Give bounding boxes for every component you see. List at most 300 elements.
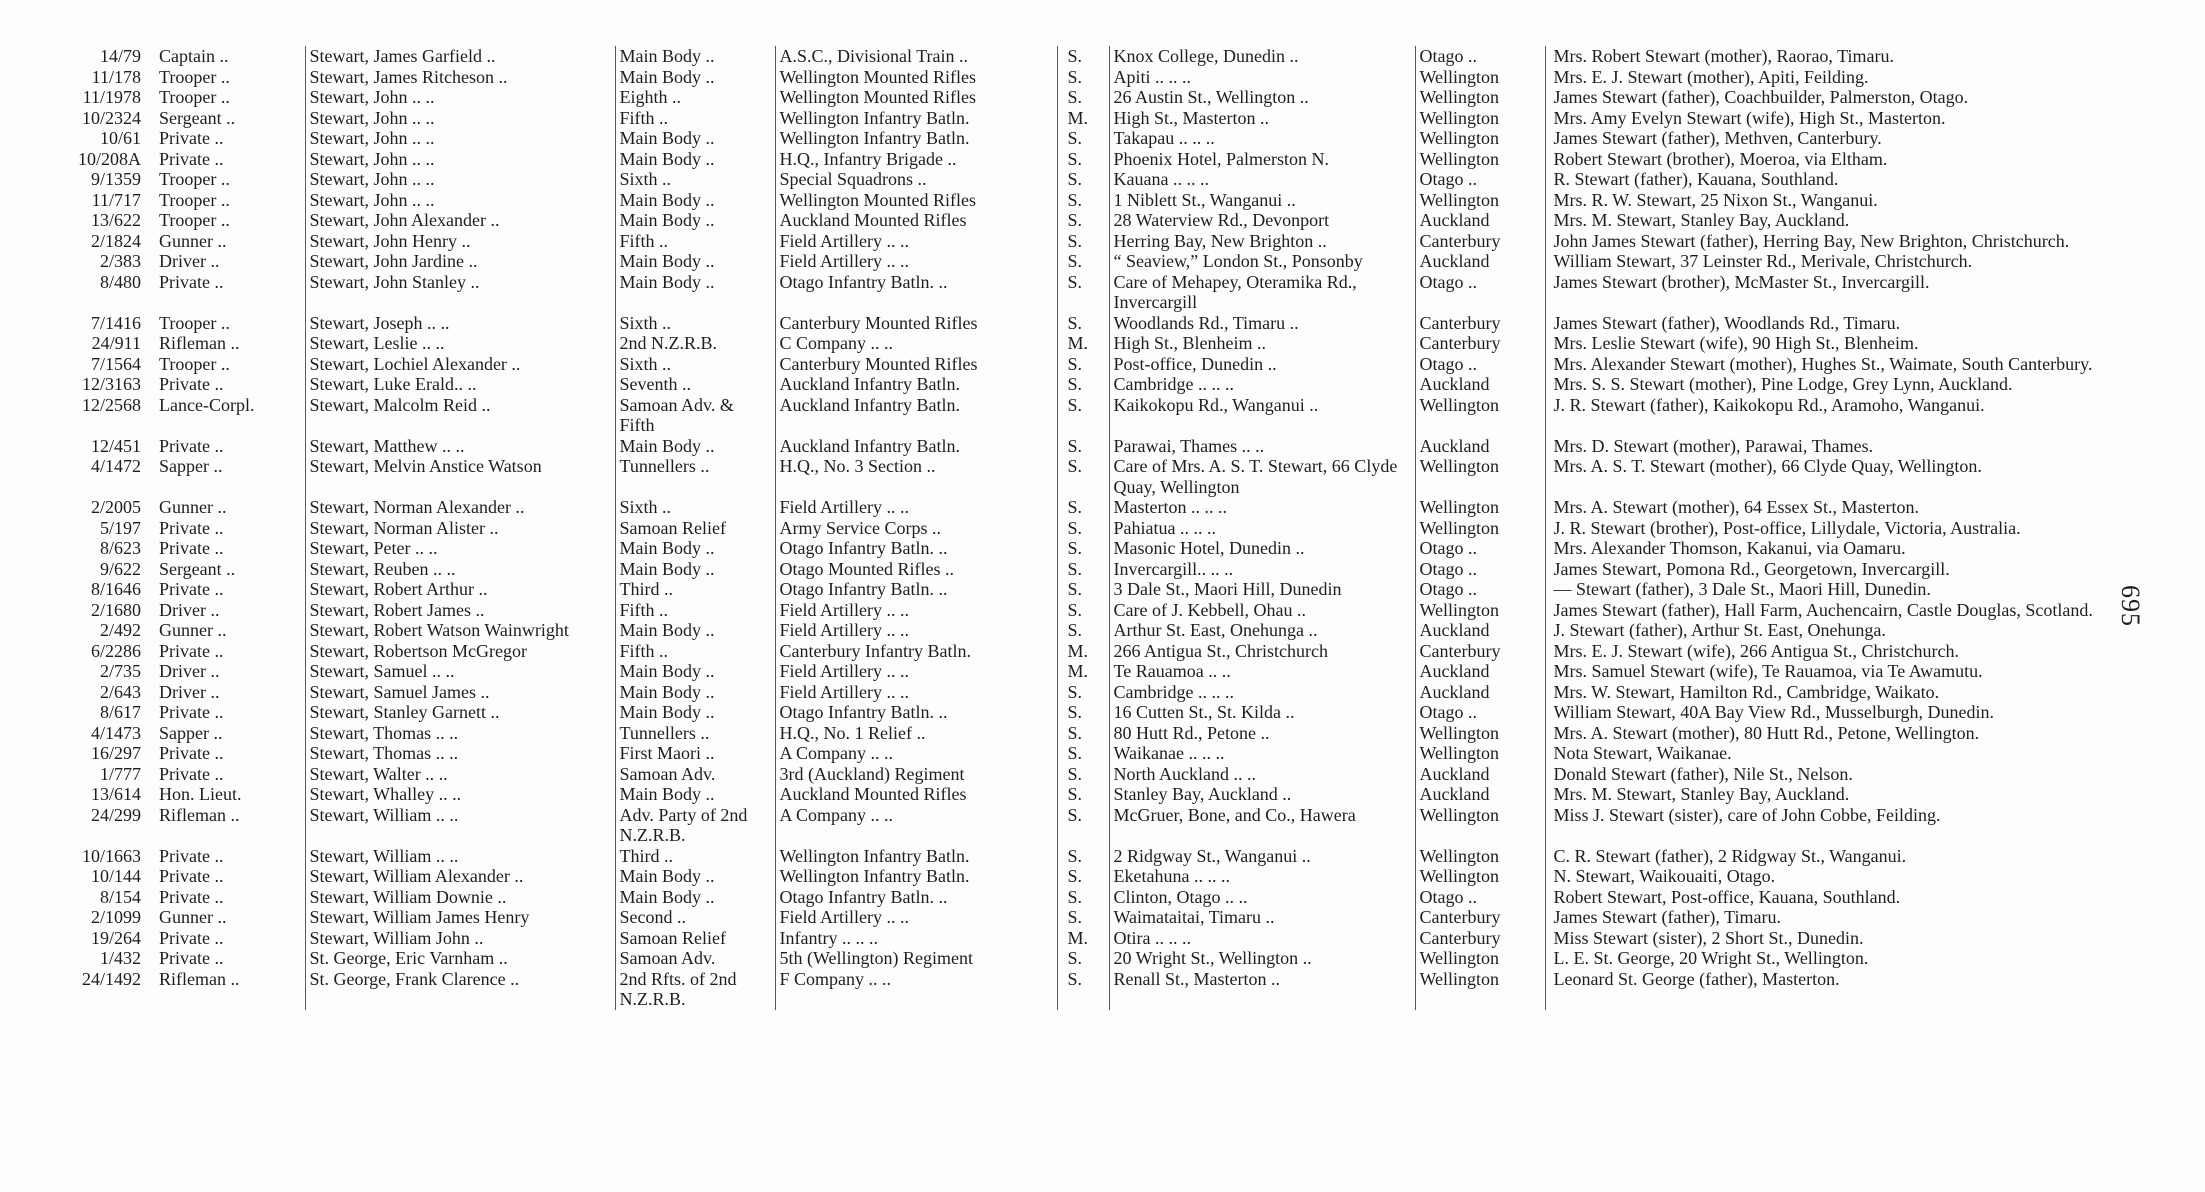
next-of-kin-cell: William Stewart, 37 Leinster Rd., Merivale, Christchurch. bbox=[1553, 251, 1973, 271]
draft-cell: Main Body .. bbox=[615, 436, 775, 457]
unit-cell: Canterbury Mounted Rifles bbox=[775, 354, 1057, 375]
last-address-cell: 266 Antigua St., Christchurch bbox=[1109, 641, 1415, 662]
draft-cell: Third .. bbox=[615, 846, 775, 867]
next-of-kin-cell: Miss J. Stewart (sister), care of John Cobbe, Feilding. bbox=[1553, 804, 1941, 825]
table-row bbox=[60, 456, 2185, 497]
rank-cell: Private .. bbox=[155, 538, 305, 559]
marital-status-cell: S. bbox=[1057, 846, 1109, 867]
marital-status-cell: S. bbox=[1057, 354, 1109, 375]
name-cell: Stewart, John Jardine .. bbox=[305, 251, 615, 272]
unit-cell: Canterbury Infantry Batln. bbox=[775, 641, 1057, 662]
last-address-cell: Renall St., Masterton .. bbox=[1109, 969, 1415, 1010]
district-cell: Auckland bbox=[1415, 374, 1545, 395]
regimental-number-cell: 16/297 bbox=[90, 743, 141, 763]
marital-status-cell: S. bbox=[1057, 231, 1109, 252]
marital-status-cell: S. bbox=[1057, 272, 1109, 313]
draft-cell: Main Body .. bbox=[615, 538, 775, 559]
rank-cell: Private .. bbox=[155, 641, 305, 662]
draft-cell: Main Body .. bbox=[615, 866, 775, 887]
table-row bbox=[60, 866, 2185, 887]
district-cell: Otago .. bbox=[1415, 538, 1545, 559]
table-row bbox=[60, 969, 2185, 1010]
next-of-kin-cell: R. Stewart (father), Kauana, Southland. bbox=[1553, 169, 1839, 189]
marital-status-cell: S. bbox=[1057, 805, 1109, 846]
name-cell: Stewart, John .. .. bbox=[305, 149, 615, 170]
unit-cell: Wellington Infantry Batln. bbox=[775, 866, 1057, 887]
rank-cell: Private .. bbox=[155, 579, 305, 600]
last-address-cell: Cambridge .. .. .. bbox=[1109, 374, 1415, 395]
regimental-number-cell: 12/451 bbox=[90, 435, 141, 456]
name-cell: Stewart, Leslie .. .. bbox=[305, 333, 615, 354]
name-cell: Stewart, John Stanley .. bbox=[305, 272, 615, 313]
name-cell: St. George, Eric Varnham .. bbox=[305, 948, 615, 969]
last-address-cell: Apiti .. .. .. bbox=[1109, 67, 1415, 88]
last-address-cell: Knox College, Dunedin .. bbox=[1109, 46, 1415, 67]
rank-cell: Private .. bbox=[155, 436, 305, 457]
rank-cell: Private .. bbox=[155, 374, 305, 395]
marital-status-cell: S. bbox=[1057, 579, 1109, 600]
next-of-kin-cell: J. Stewart (father), Arthur St. East, Onehunga. bbox=[1553, 620, 1886, 640]
draft-cell: Sixth .. bbox=[615, 169, 775, 190]
next-of-kin-cell: Mrs. R. W. Stewart, 25 Nixon St., Wanganui. bbox=[1553, 189, 1878, 210]
table-row bbox=[60, 887, 2185, 908]
regimental-number-cell: 10/1663 bbox=[81, 845, 141, 866]
draft-cell: Fifth .. bbox=[615, 641, 775, 662]
regimental-number-cell: 2/1680 bbox=[90, 599, 141, 620]
table-row bbox=[60, 518, 2185, 539]
draft-cell: Sixth .. bbox=[615, 313, 775, 334]
draft-cell: Adv. Party of 2nd N.Z.R.B. bbox=[615, 805, 775, 846]
marital-status-cell: S. bbox=[1057, 210, 1109, 231]
table-row bbox=[60, 538, 2185, 559]
rank-cell: Trooper .. bbox=[155, 67, 305, 88]
table-row bbox=[60, 210, 2185, 231]
name-cell: Stewart, James Ritcheson .. bbox=[305, 67, 615, 88]
unit-cell: Field Artillery .. .. bbox=[775, 661, 1057, 682]
name-cell: Stewart, Melvin Anstice Watson bbox=[305, 456, 615, 497]
table-row bbox=[60, 272, 2185, 313]
table-row bbox=[60, 948, 2185, 969]
draft-cell: Main Body .. bbox=[615, 149, 775, 170]
district-cell: Wellington bbox=[1415, 743, 1545, 764]
unit-cell: Infantry .. .. .. bbox=[775, 928, 1057, 949]
last-address-cell: 16 Cutten St., St. Kilda .. bbox=[1109, 702, 1415, 723]
next-of-kin-cell: Robert Stewart (brother), Moeroa, via Eltham. bbox=[1553, 148, 1888, 169]
draft-cell: Fifth .. bbox=[615, 600, 775, 621]
regimental-number-cell: 11/178 bbox=[91, 66, 141, 87]
table-row bbox=[60, 67, 2185, 88]
next-of-kin-cell: Mrs. S. S. Stewart (mother), Pine Lodge, Grey Lynn, Auckland. bbox=[1553, 374, 2013, 394]
rank-cell: Gunner .. bbox=[155, 620, 305, 641]
draft-cell: Eighth .. bbox=[615, 87, 775, 108]
last-address-cell: Pahiatua .. .. .. bbox=[1109, 518, 1415, 539]
district-cell: Otago .. bbox=[1415, 702, 1545, 723]
next-of-kin-cell: L. E. St. George, 20 Wright St., Wellington. bbox=[1553, 948, 1869, 968]
district-cell: Wellington bbox=[1415, 497, 1545, 518]
rank-cell: Gunner .. bbox=[155, 497, 305, 518]
name-cell: Stewart, Whalley .. .. bbox=[305, 784, 615, 805]
next-of-kin-cell: Mrs. A. Stewart (mother), 80 Hutt Rd., Petone, Wellington. bbox=[1553, 722, 1980, 743]
draft-cell: Main Body .. bbox=[615, 559, 775, 580]
marital-status-cell: S. bbox=[1057, 313, 1109, 334]
unit-cell: Field Artillery .. .. bbox=[775, 231, 1057, 252]
table-row bbox=[60, 661, 2185, 682]
rank-cell: Sergeant .. bbox=[155, 559, 305, 580]
last-address-cell: Herring Bay, New Brighton .. bbox=[1109, 231, 1415, 252]
name-cell: Stewart, Robertson McGregor bbox=[305, 641, 615, 662]
marital-status-cell: S. bbox=[1057, 497, 1109, 518]
regimental-number-cell: 12/2568 bbox=[81, 394, 141, 415]
table-row bbox=[60, 190, 2185, 211]
draft-cell: Samoan Relief bbox=[615, 928, 775, 949]
regimental-number-cell: 1/432 bbox=[99, 948, 141, 968]
district-cell: Auckland bbox=[1415, 251, 1545, 272]
table-row bbox=[60, 128, 2185, 149]
last-address-cell: Takapau .. .. .. bbox=[1109, 128, 1415, 149]
district-cell: Wellington bbox=[1415, 87, 1545, 108]
last-address-cell: Care of Mehapey, Oteramika Rd., Invercargill bbox=[1109, 272, 1415, 313]
marital-status-cell: S. bbox=[1057, 784, 1109, 805]
district-cell: Canterbury bbox=[1415, 333, 1545, 354]
rank-cell: Trooper .. bbox=[155, 313, 305, 334]
district-cell: Wellington bbox=[1415, 723, 1545, 744]
regimental-number-cell: 13/614 bbox=[90, 784, 141, 804]
marital-status-cell: S. bbox=[1057, 887, 1109, 908]
name-cell: Stewart, Reuben .. .. bbox=[305, 559, 615, 580]
draft-cell: Third .. bbox=[615, 579, 775, 600]
last-address-cell: Invercargill.. .. .. bbox=[1109, 559, 1415, 580]
regimental-number-cell: 13/622 bbox=[90, 210, 141, 230]
regimental-number-cell: 2/1824 bbox=[90, 230, 141, 251]
last-address-cell: 2 Ridgway St., Wanganui .. bbox=[1109, 846, 1415, 867]
rank-cell: Trooper .. bbox=[155, 169, 305, 190]
regimental-number-cell: 8/154 bbox=[99, 886, 141, 907]
district-cell: Wellington bbox=[1415, 190, 1545, 211]
table-row bbox=[60, 436, 2185, 457]
unit-cell: Wellington Infantry Batln. bbox=[775, 128, 1057, 149]
regimental-number-cell: 2/2005 bbox=[90, 497, 141, 517]
marital-status-cell: S. bbox=[1057, 169, 1109, 190]
nominal-roll-body bbox=[60, 46, 2185, 1010]
marital-status-cell: S. bbox=[1057, 559, 1109, 580]
district-cell: Otago .. bbox=[1415, 272, 1545, 313]
rank-cell: Rifleman .. bbox=[155, 333, 305, 354]
table-row bbox=[60, 682, 2185, 703]
district-cell: Otago .. bbox=[1415, 579, 1545, 600]
next-of-kin-cell: Leonard St. George (father), Masterton. bbox=[1553, 968, 1840, 989]
unit-cell: Wellington Mounted Rifles bbox=[775, 87, 1057, 108]
marital-status-cell: S. bbox=[1057, 190, 1109, 211]
marital-status-cell: S. bbox=[1057, 46, 1109, 67]
name-cell: Stewart, Stanley Garnett .. bbox=[305, 702, 615, 723]
table-row bbox=[60, 846, 2185, 867]
name-cell: Stewart, Samuel James .. bbox=[305, 682, 615, 703]
district-cell: Auckland bbox=[1415, 436, 1545, 457]
regimental-number-cell: 24/911 bbox=[91, 333, 141, 353]
regimental-number-cell: 5/197 bbox=[99, 517, 141, 538]
draft-cell: Main Body .. bbox=[615, 682, 775, 703]
regimental-number-cell: 19/264 bbox=[90, 927, 141, 948]
regimental-number-cell: 24/1492 bbox=[81, 968, 141, 989]
next-of-kin-cell: James Stewart (father), Hall Farm, Auchencairn, Castle Douglas, Scotland. bbox=[1553, 599, 2093, 620]
table-row bbox=[60, 169, 2185, 190]
district-cell: Auckland bbox=[1415, 784, 1545, 805]
regimental-number-cell: 2/643 bbox=[99, 681, 141, 702]
district-cell: Otago .. bbox=[1415, 559, 1545, 580]
next-of-kin-cell: Donald Stewart (father), Nile St., Nelson. bbox=[1553, 763, 1853, 784]
marital-status-cell: S. bbox=[1057, 128, 1109, 149]
rank-cell: Driver .. bbox=[155, 251, 305, 272]
regimental-number-cell: 8/1646 bbox=[90, 579, 141, 599]
table-row bbox=[60, 600, 2185, 621]
name-cell: St. George, Frank Clarence .. bbox=[305, 969, 615, 1010]
last-address-cell: Waimataitai, Timaru .. bbox=[1109, 907, 1415, 928]
unit-cell: F Company .. .. bbox=[775, 969, 1057, 1010]
regimental-number-cell: 12/3163 bbox=[81, 374, 141, 394]
unit-cell: Otago Infantry Batln. .. bbox=[775, 579, 1057, 600]
table-row bbox=[60, 579, 2185, 600]
regimental-number-cell: 10/208A bbox=[78, 148, 141, 169]
next-of-kin-cell: J. R. Stewart (brother), Post-office, Lillydale, Victoria, Australia. bbox=[1553, 517, 2021, 538]
name-cell: Stewart, John .. .. bbox=[305, 169, 615, 190]
unit-cell: Field Artillery .. .. bbox=[775, 251, 1057, 272]
unit-cell: H.Q., Infantry Brigade .. bbox=[775, 149, 1057, 170]
table-row bbox=[60, 559, 2185, 580]
name-cell: Stewart, William Alexander .. bbox=[305, 866, 615, 887]
rank-cell: Private .. bbox=[155, 272, 305, 313]
table-row bbox=[60, 702, 2185, 723]
name-cell: Stewart, James Garfield .. bbox=[305, 46, 615, 67]
table-row bbox=[60, 231, 2185, 252]
table-row bbox=[60, 395, 2185, 436]
regimental-number-cell: 11/1978 bbox=[82, 87, 141, 107]
district-cell: Wellington bbox=[1415, 866, 1545, 887]
name-cell: Stewart, Thomas .. .. bbox=[305, 723, 615, 744]
next-of-kin-cell: Mrs. Leslie Stewart (wife), 90 High St., Blenheim. bbox=[1553, 333, 1919, 353]
district-cell: Auckland bbox=[1415, 620, 1545, 641]
draft-cell: 2nd Rfts. of 2nd N.Z.R.B. bbox=[615, 969, 775, 1010]
next-of-kin-cell: Mrs. Robert Stewart (mother), Raorao, Timaru. bbox=[1553, 46, 1894, 66]
marital-status-cell: S. bbox=[1057, 702, 1109, 723]
table-row bbox=[60, 928, 2185, 949]
name-cell: Stewart, John .. .. bbox=[305, 87, 615, 108]
district-cell: Canterbury bbox=[1415, 313, 1545, 334]
unit-cell: Auckland Infantry Batln. bbox=[775, 374, 1057, 395]
draft-cell: Main Body .. bbox=[615, 887, 775, 908]
table-row bbox=[60, 46, 2185, 67]
next-of-kin-cell: Miss Stewart (sister), 2 Short St., Dunedin. bbox=[1553, 927, 1864, 948]
draft-cell: Main Body .. bbox=[615, 251, 775, 272]
draft-cell: 2nd N.Z.R.B. bbox=[615, 333, 775, 354]
draft-cell: Main Body .. bbox=[615, 661, 775, 682]
regimental-number-cell: 24/299 bbox=[90, 804, 141, 825]
rank-cell: Rifleman .. bbox=[155, 805, 305, 846]
next-of-kin-cell: Mrs. Alexander Thomson, Kakanui, via Oamaru. bbox=[1553, 538, 1906, 558]
district-cell: Otago .. bbox=[1415, 354, 1545, 375]
next-of-kin-cell: John James Stewart (father), Herring Bay, New Brighton, Christchurch. bbox=[1553, 230, 2070, 251]
next-of-kin-cell: James Stewart (father), Woodlands Rd., Timaru. bbox=[1553, 312, 1901, 333]
next-of-kin-cell: — Stewart (father), 3 Dale St., Maori Hill, Dunedin. bbox=[1553, 579, 1931, 599]
rank-cell: Private .. bbox=[155, 128, 305, 149]
draft-cell: Samoan Adv. bbox=[615, 948, 775, 969]
last-address-cell: Care of J. Kebbell, Ohau .. bbox=[1109, 600, 1415, 621]
regimental-number-cell: 10/2324 bbox=[81, 107, 141, 128]
unit-cell: H.Q., No. 3 Section .. bbox=[775, 456, 1057, 497]
district-cell: Otago .. bbox=[1415, 46, 1545, 67]
next-of-kin-cell: Mrs. E. J. Stewart (mother), Apiti, Feilding. bbox=[1553, 66, 1869, 87]
regimental-number-cell: 11/717 bbox=[91, 189, 141, 210]
last-address-cell: McGruer, Bone, and Co., Hawera bbox=[1109, 805, 1415, 846]
draft-cell: Sixth .. bbox=[615, 354, 775, 375]
marital-status-cell: S. bbox=[1057, 149, 1109, 170]
name-cell: Stewart, Norman Alister .. bbox=[305, 518, 615, 539]
name-cell: Stewart, John .. .. bbox=[305, 108, 615, 129]
name-cell: Stewart, Joseph .. .. bbox=[305, 313, 615, 334]
marital-status-cell: S. bbox=[1057, 723, 1109, 744]
district-cell: Auckland bbox=[1415, 682, 1545, 703]
unit-cell: Field Artillery .. .. bbox=[775, 620, 1057, 641]
marital-status-cell: S. bbox=[1057, 456, 1109, 497]
table-row bbox=[60, 907, 2185, 928]
next-of-kin-cell: Robert Stewart, Post-office, Kauana, Southland. bbox=[1553, 886, 1901, 907]
district-cell: Wellington bbox=[1415, 805, 1545, 846]
next-of-kin-cell: Mrs. D. Stewart (mother), Parawai, Thames. bbox=[1553, 435, 1874, 456]
table-row bbox=[60, 805, 2185, 846]
rank-cell: Trooper .. bbox=[155, 210, 305, 231]
regimental-number-cell: 2/492 bbox=[99, 620, 141, 640]
marital-status-cell: M. bbox=[1057, 661, 1109, 682]
table-row bbox=[60, 743, 2185, 764]
rank-cell: Driver .. bbox=[155, 600, 305, 621]
rank-cell: Trooper .. bbox=[155, 87, 305, 108]
name-cell: Stewart, Samuel .. .. bbox=[305, 661, 615, 682]
draft-cell: Main Body .. bbox=[615, 702, 775, 723]
draft-cell: Main Body .. bbox=[615, 128, 775, 149]
last-address-cell: 80 Hutt Rd., Petone .. bbox=[1109, 723, 1415, 744]
rank-cell: Private .. bbox=[155, 518, 305, 539]
next-of-kin-cell: Mrs. W. Stewart, Hamilton Rd., Cambridge, Waikato. bbox=[1553, 681, 1940, 702]
marital-status-cell: S. bbox=[1057, 969, 1109, 1010]
table-row bbox=[60, 333, 2185, 354]
last-address-cell: Parawai, Thames .. .. bbox=[1109, 436, 1415, 457]
marital-status-cell: M. bbox=[1057, 928, 1109, 949]
district-cell: Canterbury bbox=[1415, 907, 1545, 928]
district-cell: Wellington bbox=[1415, 969, 1545, 1010]
marital-status-cell: S. bbox=[1057, 395, 1109, 436]
draft-cell: Main Body .. bbox=[615, 272, 775, 313]
rank-cell: Trooper .. bbox=[155, 190, 305, 211]
last-address-cell: Kauana .. .. .. bbox=[1109, 169, 1415, 190]
district-cell: Otago .. bbox=[1415, 169, 1545, 190]
marital-status-cell: S. bbox=[1057, 600, 1109, 621]
unit-cell: Otago Infantry Batln. .. bbox=[775, 538, 1057, 559]
last-address-cell: Cambridge .. .. .. bbox=[1109, 682, 1415, 703]
draft-cell: Fifth .. bbox=[615, 108, 775, 129]
marital-status-cell: S. bbox=[1057, 374, 1109, 395]
marital-status-cell: S. bbox=[1057, 948, 1109, 969]
unit-cell: Army Service Corps .. bbox=[775, 518, 1057, 539]
next-of-kin-cell: Mrs. A. S. T. Stewart (mother), 66 Clyde Quay, Wellington. bbox=[1553, 456, 1982, 476]
unit-cell: Field Artillery .. .. bbox=[775, 907, 1057, 928]
table-row bbox=[60, 251, 2185, 272]
rank-cell: Gunner .. bbox=[155, 907, 305, 928]
table-row bbox=[60, 784, 2185, 805]
district-cell: Wellington bbox=[1415, 456, 1545, 497]
district-cell: Auckland bbox=[1415, 210, 1545, 231]
last-address-cell: Waikanae .. .. .. bbox=[1109, 743, 1415, 764]
rank-cell: Trooper .. bbox=[155, 354, 305, 375]
rank-cell: Private .. bbox=[155, 887, 305, 908]
rank-cell: Private .. bbox=[155, 866, 305, 887]
draft-cell: Samoan Relief bbox=[615, 518, 775, 539]
unit-cell: Auckland Mounted Rifles bbox=[775, 210, 1057, 231]
name-cell: Stewart, Peter .. .. bbox=[305, 538, 615, 559]
rank-cell: Hon. Lieut. bbox=[155, 784, 305, 805]
name-cell: Stewart, Robert James .. bbox=[305, 600, 615, 621]
unit-cell: 3rd (Auckland) Regiment bbox=[775, 764, 1057, 785]
table-row bbox=[60, 764, 2185, 785]
marital-status-cell: M. bbox=[1057, 108, 1109, 129]
unit-cell: Wellington Mounted Rifles bbox=[775, 67, 1057, 88]
regimental-number-cell: 7/1416 bbox=[90, 312, 141, 333]
table-row bbox=[60, 620, 2185, 641]
regimental-number-cell: 2/1099 bbox=[90, 907, 141, 927]
regimental-number-cell: 9/622 bbox=[99, 558, 141, 579]
nominal-roll-table bbox=[60, 46, 2185, 1010]
regimental-number-cell: 8/623 bbox=[99, 538, 141, 558]
last-address-cell: 1 Niblett St., Wanganui .. bbox=[1109, 190, 1415, 211]
last-address-cell: Stanley Bay, Auckland .. bbox=[1109, 784, 1415, 805]
marital-status-cell: S. bbox=[1057, 764, 1109, 785]
draft-cell: First Maori .. bbox=[615, 743, 775, 764]
last-address-cell: Eketahuna .. .. .. bbox=[1109, 866, 1415, 887]
regimental-number-cell: 9/1359 bbox=[90, 169, 141, 189]
next-of-kin-cell: Mrs. Alexander Stewart (mother), Hughes St., Waimate, South Canterbury. bbox=[1553, 353, 2093, 374]
unit-cell: A Company .. .. bbox=[775, 743, 1057, 764]
rank-cell: Private .. bbox=[155, 928, 305, 949]
name-cell: Stewart, Robert Watson Wainwright bbox=[305, 620, 615, 641]
draft-cell: Fifth .. bbox=[615, 231, 775, 252]
next-of-kin-cell: Mrs. A. Stewart (mother), 64 Essex St., Masterton. bbox=[1553, 497, 1919, 517]
last-address-cell: High St., Blenheim .. bbox=[1109, 333, 1415, 354]
name-cell: Stewart, William .. .. bbox=[305, 846, 615, 867]
draft-cell: Main Body .. bbox=[615, 190, 775, 211]
unit-cell: Special Squadrons .. bbox=[775, 169, 1057, 190]
regimental-number-cell: 7/1564 bbox=[90, 353, 141, 374]
unit-cell: Otago Mounted Rifles .. bbox=[775, 559, 1057, 580]
last-address-cell: Woodlands Rd., Timaru .. bbox=[1109, 313, 1415, 334]
regimental-number-cell: 2/383 bbox=[99, 251, 141, 271]
district-cell: Canterbury bbox=[1415, 928, 1545, 949]
next-of-kin-cell: Mrs. E. J. Stewart (wife), 266 Antigua St., Christchurch. bbox=[1553, 640, 1959, 661]
regimental-number-cell: 4/1473 bbox=[90, 722, 141, 743]
last-address-cell: 28 Waterview Rd., Devonport bbox=[1109, 210, 1415, 231]
district-cell: Auckland bbox=[1415, 764, 1545, 785]
name-cell: Stewart, John Alexander .. bbox=[305, 210, 615, 231]
district-cell: Canterbury bbox=[1415, 231, 1545, 252]
next-of-kin-cell: N. Stewart, Waikouaiti, Otago. bbox=[1553, 866, 1776, 886]
next-of-kin-cell: Nota Stewart, Waikanae. bbox=[1553, 743, 1732, 763]
unit-cell: A Company .. .. bbox=[775, 805, 1057, 846]
name-cell: Stewart, Malcolm Reid .. bbox=[305, 395, 615, 436]
name-cell: Stewart, Matthew .. .. bbox=[305, 436, 615, 457]
last-address-cell: Phoenix Hotel, Palmerston N. bbox=[1109, 149, 1415, 170]
table-row bbox=[60, 723, 2185, 744]
last-address-cell: “ Seaview,” London St., Ponsonby bbox=[1109, 251, 1415, 272]
table-row bbox=[60, 641, 2185, 662]
marital-status-cell: S. bbox=[1057, 538, 1109, 559]
next-of-kin-cell: William Stewart, 40A Bay View Rd., Musselburgh, Dunedin. bbox=[1553, 702, 1994, 722]
